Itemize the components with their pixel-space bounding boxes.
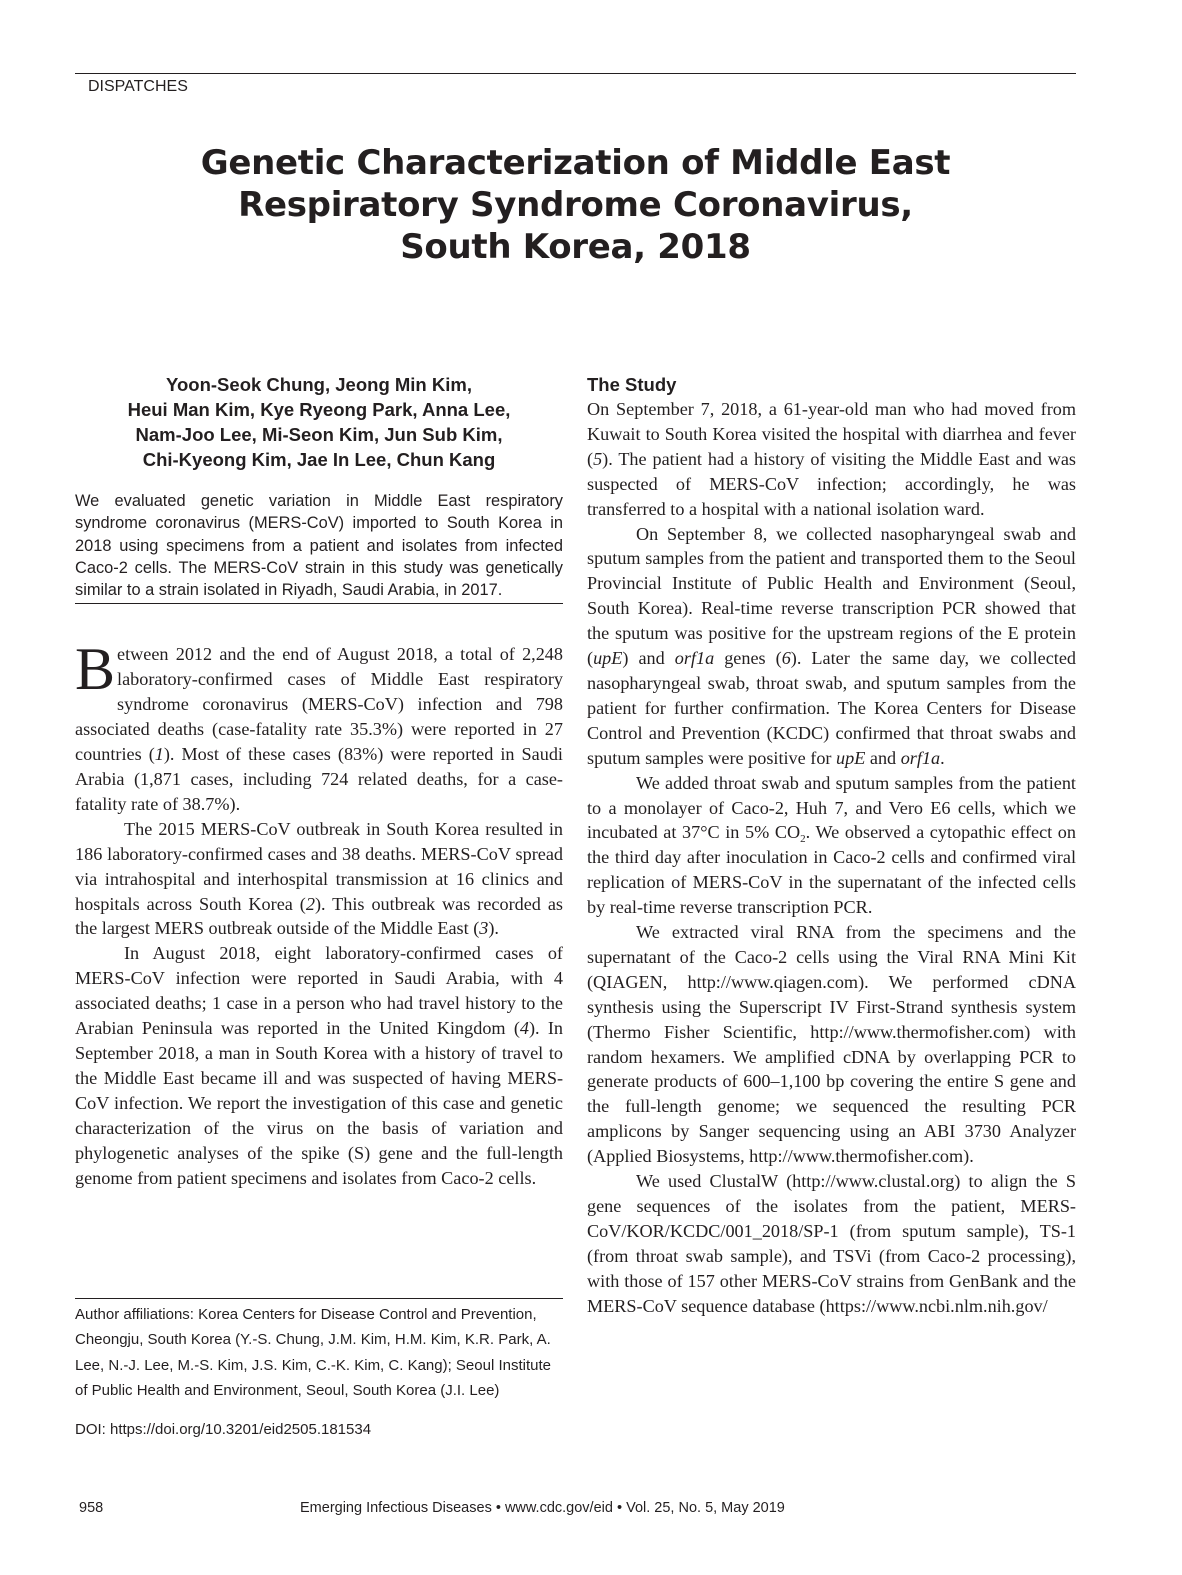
study-paragraph-4: We extracted viral RNA from the specimens and the supernatant of the Caco-2 cells using the Viral RNA Mini Kit (QIAGEN, http://www.qiagen.com). We performed cDNA synthesis using the Superscript IV First-Strand synthesis system (Thermo Fisher Scientific, http://www.thermofisher.com) with random hexamers. We amplified cDNA by overlapping PCR to generate products of 600–1,100 bp covering the entire S gene and the full-length genome; we sequenced the resulting PCR amplicons by Sanger sequencing using an ABI 3730 Analyzer (Applied Biosystems, http://www.thermofisher.com). (587, 922, 1076, 1167)
gene-name: upE (836, 747, 866, 768)
introduction (75, 636, 563, 1190)
subscript: 2 (800, 833, 806, 846)
reference-link[interactable]: 5 (593, 448, 603, 469)
author-line: Yoon-Seok Chung, Jeong Min Kim, (166, 374, 472, 395)
page-number: 958 (79, 1500, 104, 1516)
right-column (587, 372, 1076, 1319)
abstract: We evaluated genetic variation in Middle East respiratory syndrome coronavirus (MERS-CoV) imported to South Korea in 2018 using specimens from a patient and isolates from infected Caco-2 cells. The MERS-CoV strain in this study was genetically similar to a strain isolated in Riyadh, Saudi Arabia, in 2017. (75, 490, 563, 604)
section-heading-the-study: The Study (587, 374, 677, 395)
section-label: DISPATCHES (88, 78, 188, 95)
author-line: Heui Man Kim, Kye Ryeong Park, Anna Lee, (127, 399, 511, 420)
journal-footer: Emerging Infectious Diseases • www.cdc.gov/eid • Vol. 25, No. 5, May 2019 (300, 1500, 785, 1516)
study-paragraph-2: On September 8, we collected nasopharyngeal swab and sputum samples from the patient and transported them to the Seoul Provincial Institute of Public Health and Environment (Seoul, South Korea). Real-time reverse transcription PCR showed that the sputum was positive for the upstream regions of the E protein (upE) and orf1a genes (6). Later the same day, we collected nasopharyngeal swab, throat swab, and sputum samples from the patient for further confirmation. The Korea Centers for Disease Control and Prevention (KCDC) confirmed that throat swabs and sputum samples were positive for upE and orf1a. (587, 523, 1076, 768)
reference-link[interactable]: 3 (479, 918, 489, 939)
study-paragraph-1: On September 7, 2018, a 61-year-old man who had moved from Kuwait to South Korea visited the hospital with diarrhea and fever (5). The patient had a history of visiting the Middle East and was suspected of MERS-CoV infection; accordingly, he was transferred to a hospital with a national isolation ward. (587, 399, 1076, 519)
reference-link[interactable]: 1 (154, 744, 164, 765)
author-list (75, 372, 563, 472)
gene-name: orf1a (900, 747, 941, 768)
article-title (75, 142, 1076, 268)
gene-name: upE (593, 648, 623, 669)
title-line: Genetic Characterization of Middle East (200, 143, 951, 183)
gene-name: orf1a (674, 648, 715, 669)
header-rule (75, 73, 1076, 74)
intro-paragraph-1: Between 2012 and the end of August 2018, a total of 2,248 laboratory-confirmed cases of Middle East respiratory syndrome coronavirus (MERS-CoV) infection and 798 associated deaths (case-fatality rate 35.3%) were reported in 27 countries (1). Most of these cases (83%) were reported in Saudi Arabia (1,871 cases, including 724 related deaths, for a case-fatality rate of 38.7%). (75, 636, 563, 814)
title-line: Respiratory Syndrome Coronavirus, (238, 185, 913, 225)
study-paragraph-3: We added throat swab and sputum samples from the patient to a monolayer of Caco-2, Huh 7, and Vero E6 cells, which we incubated at 37°C in 5% $CO_2$. We observed a cytopathic effect on the third day after inoculation in Caco-2 cells and confirmed viral replication of MERS-CoV in the supernatant of the infected cells by real-time reverse transcription PCR. (587, 772, 1076, 918)
author-affiliations (75, 1298, 563, 1442)
doi-link[interactable]: DOI: https://doi.org/10.3201/eid2505.181534 (75, 1421, 372, 1439)
reference-link[interactable]: 2 (305, 893, 315, 914)
intro-paragraph-2: The 2015 MERS-CoV outbreak in South Korea resulted in 186 laboratory-confirmed cases and 38 deaths. MERS-CoV spread via intrahospital and interhospital transmission at 16 clinics and hospitals across South Korea (2). This outbreak was recorded as the largest MERS outbreak outside of the Middle East (3). (75, 818, 563, 939)
study-body (587, 397, 1076, 1319)
study-paragraph-5: We used ClustalW (http://www.clustal.org) to align the S gene sequences of the isolates from the patient, MERS-CoV/KOR/KCDC/001_2018/SP-1 (from sputum sample), TS-1 (from throat swab sample), and TSVi (from Caco-2 processing), with those of 157 other MERS-CoV strains from GenBank and the MERS-CoV sequence database (https://www.ncbi.nlm.nih.gov/ (587, 1171, 1076, 1316)
affiliations-text: Author affiliations: Korea Centers for Disease Control and Prevention, Cheongju, South Korea (Y.-S. Chung, J.M. Kim, H.M. Kim, K.R. Park, A. Lee, N.-J. Lee, M.-S. Kim, J.S. Kim, C.-K. Kim, C. Kang); Seoul Institute of Public Health and Environment, Seoul, South Korea (J.I. Lee) (75, 1306, 551, 1399)
title-line: South Korea, 2018 (400, 227, 751, 267)
author-line: Nam-Joo Lee, Mi-Seon Kim, Jun Sub Kim, (135, 424, 503, 445)
reference-link[interactable]: 6 (781, 648, 791, 669)
reference-link[interactable]: 4 (519, 1018, 529, 1039)
author-line: Chi-Kyeong Kim, Jae In Lee, Chun Kang (142, 449, 496, 470)
intro-paragraph-3: In August 2018, eight laboratory-confirmed cases of MERS-CoV infection were reported in Saudi Arabia, with 4 associated deaths; 1 case in a person who had travel history to the Arabian Peninsula was reported in the United Kingdom (4). In September 2018, a man in South Korea with a history of travel to the Middle East became ill and was suspected of having MERS-CoV infection. We report the investigation of this case and genetic characterization of the virus on the basis of variation and phylogenetic analyses of the spike (S) gene and the full-length genome from patient specimens and isolates from Caco-2 cells. (75, 943, 563, 1188)
drop-cap: B (75, 636, 116, 703)
left-column (75, 372, 563, 1190)
